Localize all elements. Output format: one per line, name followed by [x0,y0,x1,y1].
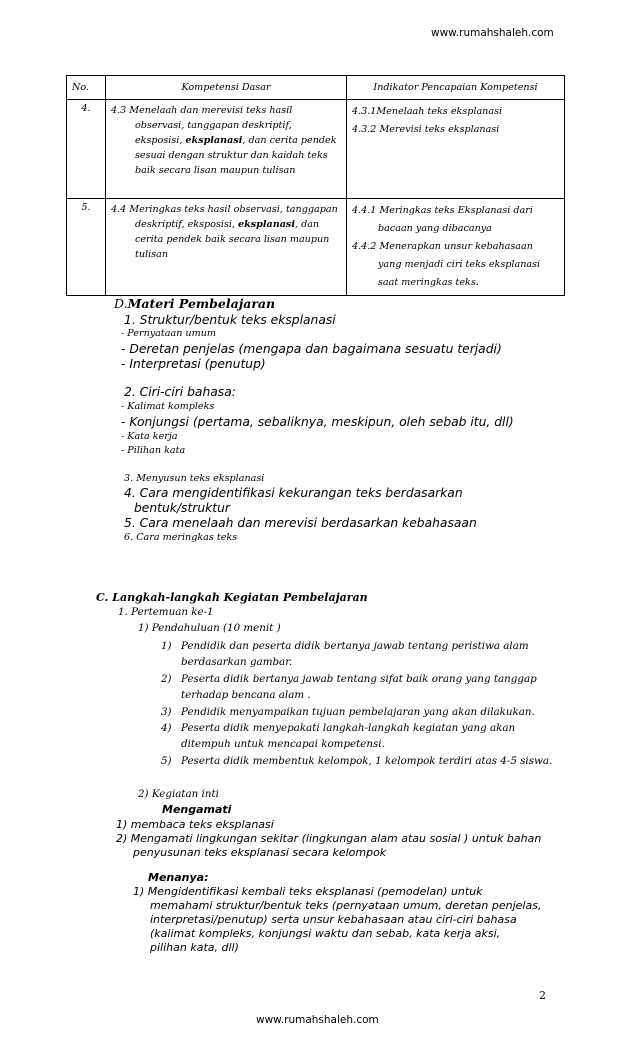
materi-item-2b: - Konjungsi (pertama, sebaliknya, meskipun, oleh sebab itu, dll) [121,415,514,429]
mengamati-item-2: 2) Mengamati lingkungan sekitar (lingkungan alam atau sosial ) untuk bahan [116,832,542,845]
indicator-cell [347,100,565,199]
header-no: No. [67,76,106,100]
materi-item-1c: - Interpretasi (penutup) [121,357,266,371]
indicator-item: 4.3.2 Merevisi teks eksplanasi [352,124,500,135]
list-item-number: 1) [161,640,172,652]
menanya-item-1-cont: interpretasi/penutup) serta unsur kebahasaan atau ciri-ciri bahasa [150,913,517,926]
materi-item-2c: - Kata kerja [121,431,178,442]
list-item-number: 5) [161,755,172,767]
competency-table [66,75,565,296]
list-item: Peserta didik menyepakati langkah-langkah kegiatan yang akan [181,722,516,734]
indicator-item: 4.4.1 Meringkas teks Eksplanasi dari bacaan yang dibacanya [352,205,533,234]
list-item: Peserta didik bertanya jawab tentang sifat baik orang yang tanggap [181,673,537,685]
kd-bold-term: eksplanasi [238,219,295,230]
menanya-item-1-cont: pilihan kata, dll) [150,941,239,954]
row-number: 4. [67,100,106,199]
list-item-number: 2) [161,673,172,685]
materi-item-2a: - Kalimat kompleks [121,401,215,412]
indicator-item: 4.3.1Menelaah teks eksplanasi [352,106,503,117]
row-number: 5. [67,199,106,296]
langkah-heading: C. Langkah-langkah Kegiatan Pembelajaran [96,591,368,604]
list-item-cont: terhadap bencana alam . [181,689,311,701]
list-item-cont: berdasarkan gambar. [181,656,293,668]
kd-text: 4.3 Menelaah dan merevisi teks hasil observasi, tanggapan deskriptif, eksposisi, eksplanasi, dan cerita pendek sesuai dengan struktur dan kaidah teks baik secara lisan maupun tulisan [111,105,337,176]
materi-item-5: 5. Cara menelaah dan merevisi berdasarkan kebahasaan [124,516,477,530]
materi-item-2: 2. Ciri-ciri bahasa: [124,385,236,399]
materi-item-1b: - Deretan penjelas (mengapa dan bagaimana sesuatu terjadi) [121,342,502,356]
materi-item-4: 4. Cara mengidentifikasi kekurangan teks berdasarkan [124,486,463,500]
list-item: Pendidik menyampaikan tujuan pembelajaran yang akan dilakukan. [181,706,535,718]
indicator-item: 4.4.2 Menerapkan unsur kebahasaan yang menjadi ciri teks eksplanasi saat meringkas teks. [352,241,541,288]
pertemuan-label: 1. Pertemuan ke-1 [118,606,214,618]
materi-item-2d: - Pilihan kata [121,445,186,456]
menanya-heading: Menanya: [148,871,209,884]
table-row [67,100,565,199]
list-item-cont: ditempuh untuk mencapai kompetensi. [181,738,385,750]
list-item-number: 3) [161,706,172,718]
kegiatan-inti-label: 2) Kegiatan inti [138,788,219,800]
mengamati-item-2-cont: penyusunan teks eksplanasi secara kelompok [133,846,387,859]
materi-item-3: 3. Menyusun teks eksplanasi [124,473,265,484]
mengamati-item-1: 1) membaca teks eksplanasi [116,818,274,831]
header-indikator: Indikator Pencapaian Kompetensi [347,76,565,100]
table-row [67,199,565,296]
materi-item-1a: - Pernyataan umum [121,328,216,339]
kd-text: 4.4 Meringkas teks hasil observasi, tanggapan deskriptif, eksposisi, eksplanasi, dan cerita pendek baik secara lisan maupun tulisan [111,204,338,260]
kd-bold-term: eksplanasi [185,135,243,146]
menanya-item-1-cont: memahami struktur/bentuk teks (pernyataan umum, deretan penjelas, [150,899,542,912]
pendahuluan-label: 1) Pendahuluan (10 menit ) [138,622,281,634]
menanya-item-1: 1) Mengidentifikasi kembali teks eksplanasi (pemodelan) untuk [133,885,483,898]
table-header-row [67,76,565,100]
materi-item-4-cont: bentuk/struktur [134,501,230,515]
header-url: www.rumahshaleh.com [431,27,554,39]
header-kompetensi-dasar: Kompetensi Dasar [106,76,347,100]
materi-item-6: 6. Cara meringkas teks [124,532,238,543]
list-item: Pendidik dan peserta didik bertanya jawab tentang peristiwa alam [181,640,529,652]
list-item: Peserta didik membentuk kelompok, 1 kelompok terdiri atas 4-5 siswa. [181,755,553,767]
list-item-number: 4) [161,722,172,734]
page-number: 2 [539,989,546,1002]
kd-cell [106,100,347,199]
mengamati-heading: Mengamati [162,803,232,816]
materi-item-1: 1. Struktur/bentuk teks eksplanasi [124,313,336,327]
menanya-item-1-cont: (kalimat kompleks, konjungsi waktu dan sebab, kata kerja aksi, [150,927,501,940]
kd-cell [106,199,347,296]
indicator-cell [347,199,565,296]
footer-url: www.rumahshaleh.com [256,1014,379,1026]
materi-heading: D.Materi Pembelajaran [114,296,276,311]
